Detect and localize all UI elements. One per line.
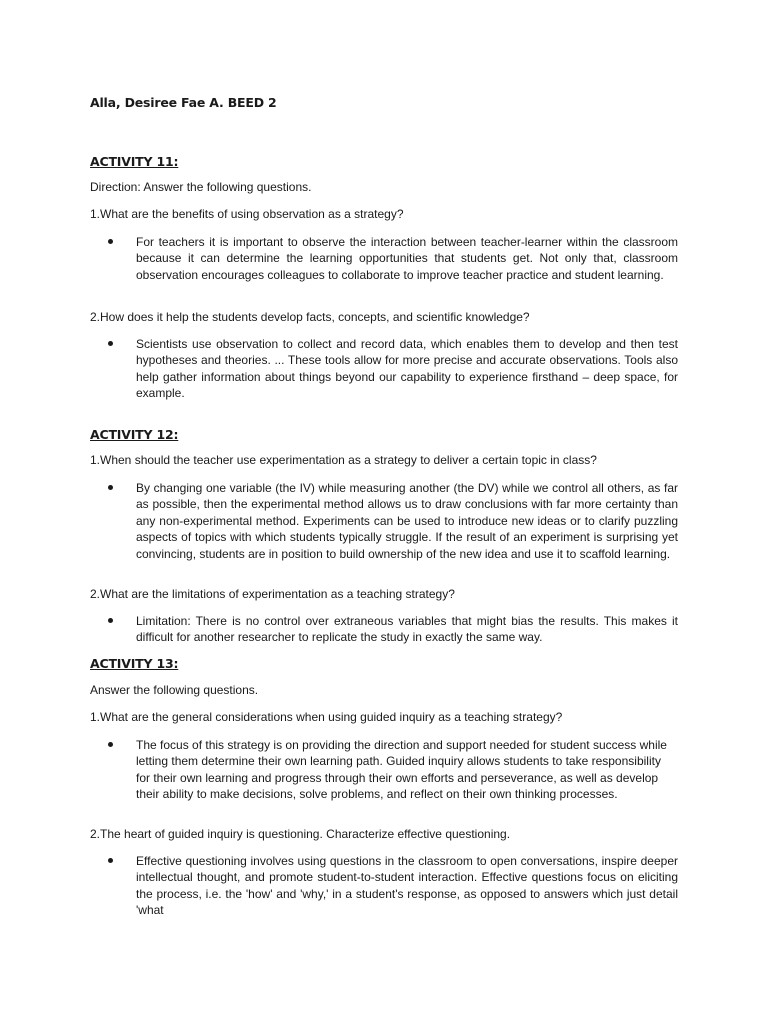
bullet-icon xyxy=(108,239,113,244)
bullet-icon xyxy=(108,485,113,490)
bullet-icon xyxy=(108,618,113,623)
bullet-icon xyxy=(108,858,113,863)
activity-11-direction: Direction: Answer the following questions. xyxy=(90,180,312,194)
activity-13-answer-1 xyxy=(108,737,678,803)
activity-11-answer-1 xyxy=(108,234,678,283)
answer-text: By changing one variable (the IV) while measuring another (the DV) while we control all others, as far as possible, then the experimental method allows us to draw conclusions with far more certainty than any non-experimental method. Experiments can be used to introduce new ideas or to clarify puzzling aspects of topics with which students typically struggle. If the result of an experiment is surprising yet convincing, students are in position to build ownership of the new idea and use it to scaffold learning. xyxy=(136,481,678,561)
bullet-icon xyxy=(108,742,113,747)
bullet-icon xyxy=(108,341,113,346)
activity-12-question-2: 2.What are the limitations of experimentation as a teaching strategy? xyxy=(90,587,455,601)
activity-11-question-2: 2.How does it help the students develop facts, concepts, and scientific knowledge? xyxy=(90,310,530,324)
activity-12-question-1: 1.When should the teacher use experimentation as a strategy to deliver a certain topic in class? xyxy=(90,453,597,467)
activity-13-question-2: 2.The heart of guided inquiry is questioning. Characterize effective questioning. xyxy=(90,827,511,841)
activity-12-heading: ACTIVITY 12: xyxy=(90,427,179,442)
answer-text: Limitation: There is no control over extraneous variables that might bias the results. This makes it difficult for another researcher to replicate the study in exactly the same way. xyxy=(136,614,678,645)
answer-text: Scientists use observation to collect and record data, which enables them to develop and then test hypotheses and theories. ... These tools allow for more precise and accurate observations. Tools also help gather information about things beyond our capability to experience firsthand – deep space, for example. xyxy=(136,337,678,401)
activity-11-answer-2 xyxy=(108,336,678,402)
activity-12-answer-1 xyxy=(108,480,678,562)
answer-text: For teachers it is important to observe the interaction between teacher-learner within the classroom because it can determine the learning opportunities that students get. Not only that, classroom observation encourages colleagues to collaborate to improve teacher practice and student learning. xyxy=(136,235,678,282)
activity-13-answer-2 xyxy=(108,853,678,919)
answer-text: Effective questioning involves using questions in the classroom to open conversations, inspire deeper intellectual thought, and promote student-to-student interaction. Effective questions focus on eliciting the process, i.e. the 'how' and 'why,' in a student's response, as opposed to answers which just detail 'what xyxy=(136,854,678,918)
answer-text: The focus of this strategy is on providing the direction and support needed for student success while letting them determine their own learning path. Guided inquiry allows students to take responsibility for their own learning and progress through their own efforts and perseverance, as well as develop their ability to make decisions, solve problems, and reflect on their own thinking processes. xyxy=(136,738,667,802)
activity-11-heading: ACTIVITY 11: xyxy=(90,154,179,169)
activity-12-answer-2 xyxy=(108,613,678,646)
activity-11-question-1: 1.What are the benefits of using observation as a strategy? xyxy=(90,207,404,221)
activity-13-heading: ACTIVITY 13: xyxy=(90,656,179,671)
activity-13-question-1: 1.What are the general considerations when using guided inquiry as a teaching strategy? xyxy=(90,710,563,724)
student-name: Alla, Desiree Fae A. BEED 2 xyxy=(90,95,277,110)
activity-13-direction: Answer the following questions. xyxy=(90,683,259,697)
